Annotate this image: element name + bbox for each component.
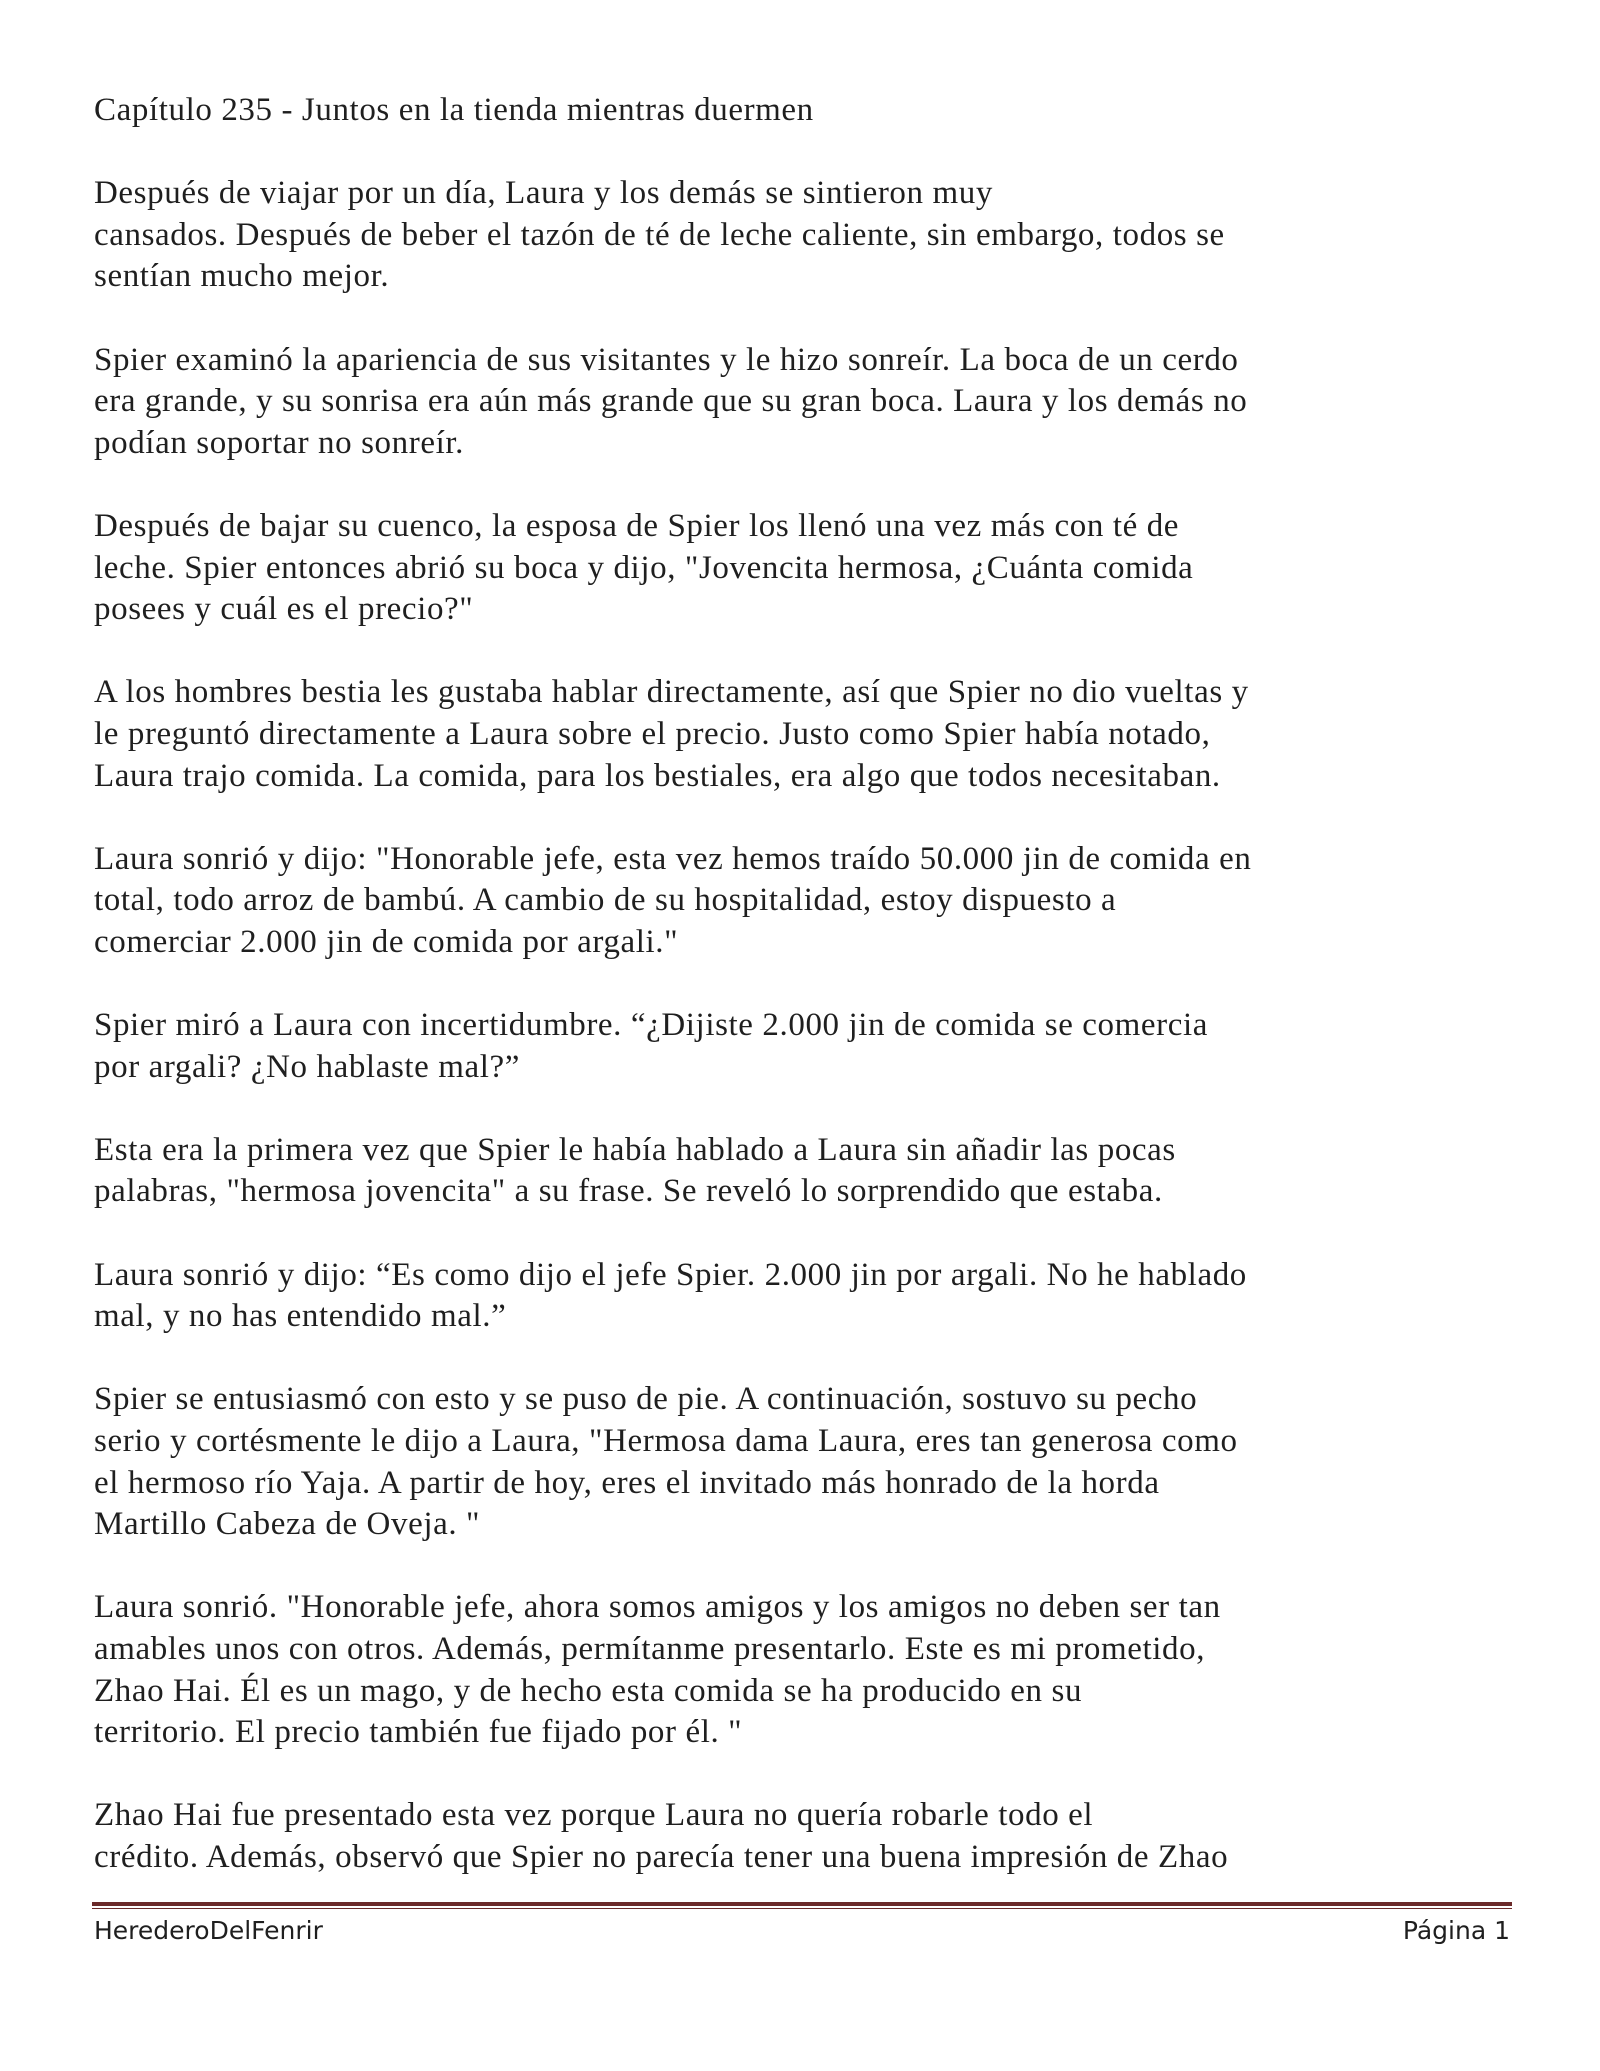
paragraph-8: Laura sonrió y dijo: “Es como dijo el jefe Spier. 2.000 jin por argali. No he hablado mal, y no has entendido mal.” <box>94 1256 1247 1335</box>
footer-author: HerederoDelFenrir <box>94 1916 323 1945</box>
paragraph-5: Laura sonrió y dijo: "Honorable jefe, esta vez hemos traído 50.000 jin de comida en total, todo arroz de bambú. A cambio de su hospitalidad, estoy dispuesto a comerciar 2.000 jin de comida por argali." <box>94 840 1252 960</box>
paragraph-7: Esta era la primera vez que Spier le había hablado a Laura sin añadir las pocas palabras, "hermosa jovencita" a su frase. Se reveló lo sorprendido que estaba. <box>94 1131 1176 1210</box>
paragraph-10: Laura sonrió. "Honorable jefe, ahora somos amigos y los amigos no deben ser tan amables unos con otros. Además, permítanme presentarlo. Este es mi prometido, Zhao Hai. Él es un mago, y de hecho esta comida se ha producido en su territorio. El precio también fue fijado por él. " <box>94 1589 1221 1751</box>
paragraph-6: Spier miró a Laura con incertidumbre. “¿Dijiste 2.000 jin de comida se comercia por argali? ¿No hablaste mal?” <box>94 1007 1209 1085</box>
paragraph-2: Spier examinó la apariencia de sus visitantes y le hizo sonreír. La boca de un cerdo era grande, y su sonrisa era aún más grande que su gran boca. Laura y los demás no podían soportar no sonreír. <box>94 341 1248 461</box>
document-body <box>94 90 1514 1920</box>
paragraph-3: Después de bajar su cuenco, la esposa de Spier los llenó una vez más con té de leche. Spier entonces abrió su boca y dijo, "Jovencita hermosa, ¿Cuánta comida posees y cuál es el precio?" <box>94 507 1194 628</box>
chapter-title: Capítulo 235 - Juntos en la tienda mientras duermen <box>94 92 814 128</box>
footer-divider <box>92 1902 1512 1909</box>
paragraph-9: Spier se entusiasmó con esto y se puso de pie. A continuación, sostuvo su pecho serio y cortésmente le dijo a Laura, "Hermosa dama Laura, eres tan generosa como el hermoso río Yaja. A partir de hoy, eres el invitado más honrado de la horda Martillo Cabeza de Oveja. " <box>94 1381 1238 1543</box>
paragraph-4: A los hombres bestia les gustaba hablar directamente, así que Spier no dio vueltas y le preguntó directamente a Laura sobre el precio. Justo como Spier había notado, Laura trajo comida. La comida, para los bestiales, era algo que todos necesitaban. <box>94 674 1249 794</box>
footer-page-number: Página 1 <box>1402 1916 1510 1945</box>
paragraph-1: Después de viajar por un día, Laura y los demás se sintieron muy cansados. Después de beber el tazón de té de leche caliente, sin embargo, todos se sentían mucho mejor. <box>94 175 1225 295</box>
paragraph-11: Zhao Hai fue presentado esta vez porque Laura no quería robarle todo el crédito. Además, observó que Spier no parecía tener una buena impresión de Zhao <box>94 1797 1229 1875</box>
